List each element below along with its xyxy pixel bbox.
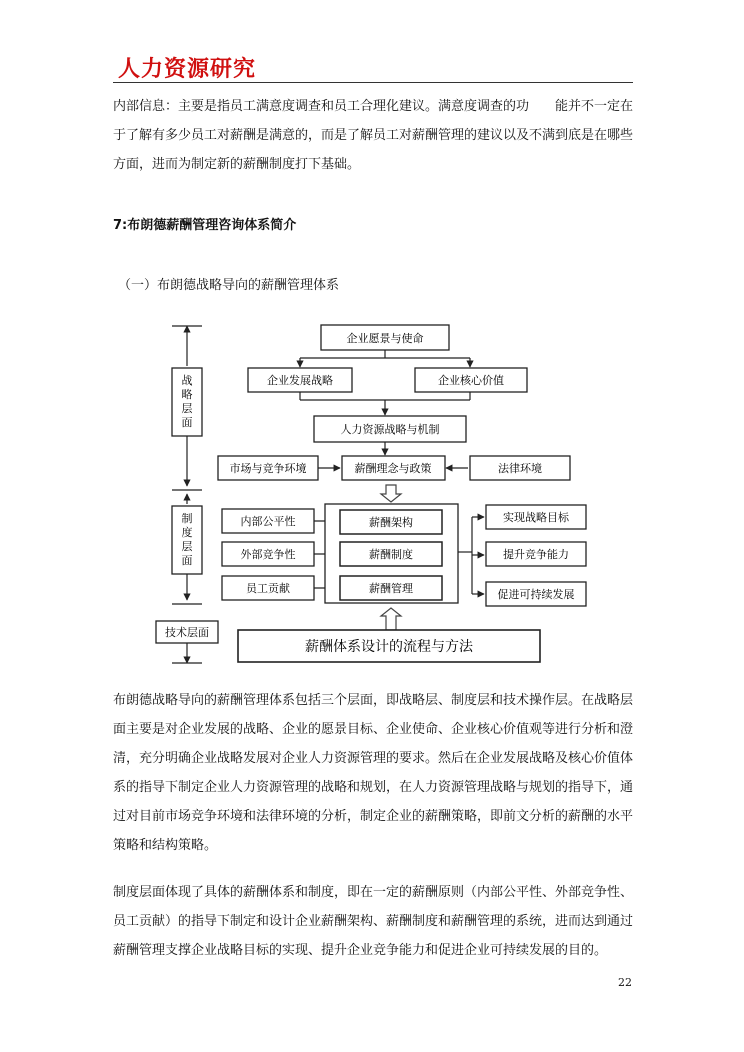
pay-structure-box: [340, 510, 442, 534]
subsection-heading: （一）布朗德战略导向的薪酬管理体系: [118, 278, 340, 293]
system-level-char: 制: [181, 512, 193, 525]
svg-text:法律环境: 法律环境: [498, 462, 542, 475]
svg-text:薪酬理念与政策: 薪酬理念与政策: [354, 462, 432, 475]
intro-line: 内部信息：主要是指员工满意度调查和员工合理化建议。满意度调查的功 能并不一定在: [113, 99, 634, 114]
body-line: 系的指导下制定企业人力资源管理的战略和规划，在人力资源管理战略与规划的指导下，通: [113, 780, 634, 795]
svg-text:技术层面: 技术层面: [165, 626, 209, 639]
diagram-svg: [150, 318, 590, 668]
svg-text:实现战略目标: 实现战略目标: [503, 511, 569, 524]
svg-text:企业核心价值: 企业核心价值: [438, 374, 504, 387]
svg-text:企业愿景与使命: 企业愿景与使命: [346, 332, 424, 345]
strategy-level-char: 战: [181, 374, 193, 387]
body-paragraph-system: [113, 878, 633, 965]
body-paragraph-strategy: [113, 686, 633, 860]
svg-text:提升竞争能力: 提升竞争能力: [503, 548, 569, 561]
pay-system-box: [340, 542, 442, 566]
header-title: 人力资源研究: [118, 57, 257, 82]
system-level-box: [172, 506, 202, 574]
vision-mission-box: [321, 325, 449, 350]
strategy-level-char: 面: [181, 416, 193, 429]
pay-management-box: [340, 576, 442, 600]
core-values-box: [415, 368, 527, 392]
contribution-box: [222, 576, 314, 600]
header-divider: [113, 82, 633, 83]
intro-paragraph: [113, 92, 633, 179]
svg-text:企业发展战略: 企业发展战略: [267, 374, 333, 387]
svg-text:薪酬架构: 薪酬架构: [369, 516, 413, 529]
internal-equity-box: [222, 509, 314, 533]
body-line: 布朗德战略导向的薪酬管理体系包括三个层面，即战略层、制度层和技术操作层。在战略层: [113, 693, 634, 708]
page-number: 22: [618, 976, 632, 989]
goal-competitiveness-box: [486, 542, 586, 566]
svg-text:促进可持续发展: 促进可持续发展: [497, 588, 575, 601]
svg-text:人力资源战略与机制: 人力资源战略与机制: [340, 423, 440, 436]
dev-strategy-box: [248, 368, 352, 392]
intro-line: 方面，进而为制定新的薪酬制度打下基础。: [113, 157, 361, 172]
pay-system-diagram: [150, 318, 590, 672]
svg-text:内部公平性: 内部公平性: [240, 515, 296, 528]
body-line: 制度层面体现了具体的薪酬体系和制度，即在一定的薪酬原则（内部公平性、外部竞争性、: [113, 885, 634, 900]
body-line: 员工贡献）的指导下制定和设计企业薪酬架构、薪酬制度和薪酬管理的系统，进而达到通过: [113, 914, 634, 929]
body-line: 清，充分明确企业战略发展对企业人力资源管理的要求。然后在企业发展战略及核心价值体: [113, 751, 634, 766]
goal-sustainability-box: [486, 582, 586, 606]
strategy-level-char: 层: [181, 402, 193, 415]
svg-text:薪酬体系设计的流程与方法: 薪酬体系设计的流程与方法: [305, 639, 473, 655]
body-line: 策略和结构策略。: [113, 838, 218, 853]
svg-text:外部竞争性: 外部竞争性: [240, 548, 296, 561]
body-line: 薪酬管理支撑企业战略目标的实现、提升企业竞争能力和促进企业可持续发展的目的。: [113, 943, 608, 958]
body-line: 过对目前市场竞争环境和法律环境的分析，制定企业的薪酬策略，即前文分析的薪酬的水平: [113, 809, 634, 824]
strategy-level-char: 略: [181, 388, 193, 401]
goal-strategy-box: [486, 505, 586, 529]
svg-text:员工贡献: 员工贡献: [246, 582, 290, 595]
design-process-box: [238, 630, 540, 662]
svg-text:薪酬管理: 薪酬管理: [369, 582, 413, 595]
strategy-level-box: [172, 368, 202, 436]
system-level-char: 面: [181, 554, 193, 567]
technical-level-box: [156, 621, 218, 643]
intro-line: 于了解有多少员工对薪酬是满意的，而是了解员工对薪酬管理的建议以及不满到底是在哪些: [113, 128, 634, 143]
pay-philosophy-box: [342, 456, 445, 480]
svg-text:市场与竞争环境: 市场与竞争环境: [229, 462, 307, 475]
legal-env-box: [470, 456, 570, 480]
section-heading: 7:布朗德薪酬管理咨询体系简介: [113, 218, 297, 233]
hr-strategy-box: [314, 416, 466, 442]
body-line: 面主要是对企业发展的战略、企业的愿景目标、企业使命、企业核心价值观等进行分析和澄: [113, 722, 634, 737]
market-env-box: [218, 456, 318, 480]
system-level-char: 度: [181, 526, 193, 539]
external-comp-box: [222, 542, 314, 566]
svg-text:薪酬制度: 薪酬制度: [369, 548, 413, 561]
system-level-char: 层: [181, 540, 193, 553]
